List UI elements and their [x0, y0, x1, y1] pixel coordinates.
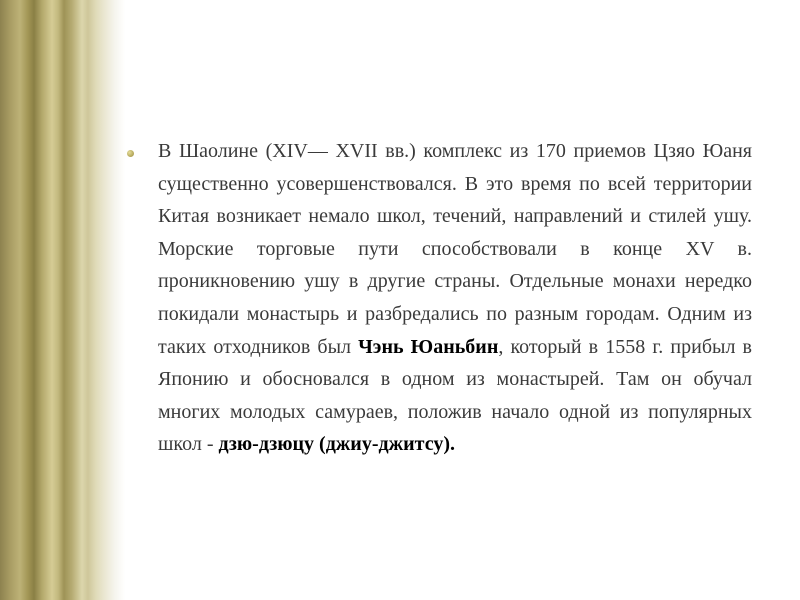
bullet-icon — [127, 150, 134, 157]
decorative-stripes-background — [0, 0, 125, 600]
paragraph-text-part2: , который в 1558 г. прибыл в Японию и обосновался в одном из монастырей. Там он обучал многих молодых самураев, положив начало одной из популярных школ - — [158, 335, 752, 456]
paragraph-text-part1: В Шаолине (XIV— XVII вв.) комплекс из 170 приемов Цзяо Юаня существенно усовершенствовался. В это время по всей территории Китая возникает немало школ, течений, направлений и стилей ушу. Морские торговые пути способствовали в конце XV в. проникновению ушу в другие страны. Отдельные монахи нередко покидали монастырь и разбредались по разным городам. Одним из таких отходников был — [158, 140, 752, 358]
slide-paragraph — [158, 135, 752, 461]
highlighted-name: Чэнь Юаньбин — [358, 335, 499, 358]
highlighted-school: дзю-дзюцу (джиу-джитсу). — [218, 433, 455, 456]
